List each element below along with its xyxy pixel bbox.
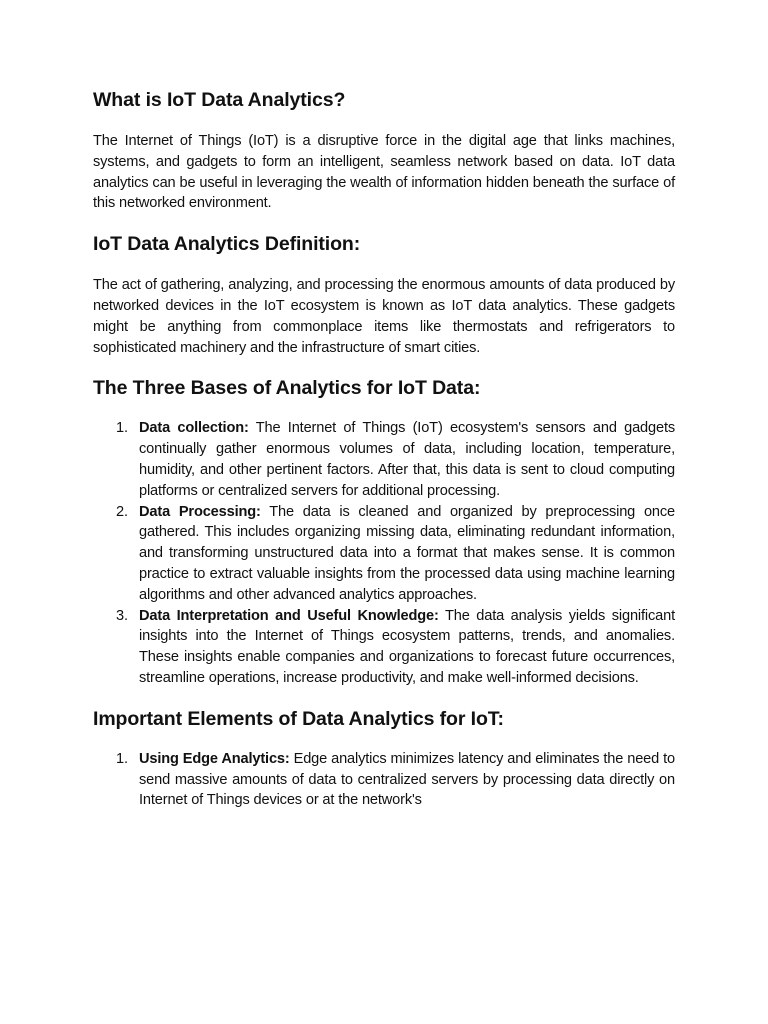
list-item-text: The data analysis yields significant insights into the Internet of Things ecosystem patterns, trends, and anomalies. These insights enable companies and organizations to forecast future occurrences, streamline operations, increase productivity, and make well-informed decisions. — [139, 607, 675, 686]
list-item-term: Using Edge Analytics: — [139, 750, 290, 767]
list-item-term: Data Processing: — [139, 503, 261, 520]
list-item-number: 1. — [116, 420, 128, 437]
list-item — [93, 502, 675, 606]
list-item-number: 1. — [116, 750, 128, 767]
heading-definition: IoT Data Analytics Definition: — [93, 233, 361, 256]
heading-important-elements: Important Elements of Data Analytics for IoT: — [93, 707, 504, 730]
document-page — [93, 86, 675, 811]
list-three-bases — [93, 418, 675, 688]
heading-three-bases: The Three Bases of Analytics for IoT Data: — [93, 377, 481, 400]
paragraph-what-is: The Internet of Things (IoT) is a disruptive force in the digital age that links machines, systems, and gadgets to form an intelligent, seamless network based on data. IoT data analytics can be useful in leveraging the wealth of information hidden beneath the surface of this networked environment. — [93, 133, 675, 212]
list-item-number: 2. — [116, 503, 128, 520]
list-item — [93, 418, 675, 501]
heading-what-is-iot-data-analytics: What is IoT Data Analytics? — [93, 89, 346, 111]
list-important-elements — [93, 749, 675, 811]
list-item-term: Data Interpretation and Useful Knowledge: — [139, 607, 439, 624]
list-item-text: The Internet of Things (IoT) ecosystem's sensors and gadgets continually gather enormous volumes of data, including location, temperature, humidity, and other pertinent factors. After that, this data is sent to cloud computing platforms or centralized servers for additional processing. — [139, 420, 675, 499]
paragraph-definition: The act of gathering, analyzing, and processing the enormous amounts of data produced by networked devices in the IoT ecosystem is known as IoT data analytics. These gadgets might be anything from commonplace items like thermostats and refrigerators to sophisticated machinery and the infrastructure of smart cities. — [93, 277, 675, 356]
list-item-number: 3. — [116, 607, 128, 624]
list-item — [93, 606, 675, 689]
list-item-text: The data is cleaned and organized by preprocessing once gathered. This includes organizing missing data, eliminating redundant information, and transforming unstructured data into a format that makes sense. It is common practice to extract valuable insights from the processed data using machine learning algorithms and other advanced analytics approaches. — [139, 503, 675, 603]
list-item — [93, 749, 675, 811]
list-item-text: Edge analytics minimizes latency and eliminates the need to send massive amounts of data to centralized servers by processing data directly on Internet of Things devices or at the network's — [139, 750, 676, 809]
list-item-term: Data collection: — [139, 420, 249, 437]
